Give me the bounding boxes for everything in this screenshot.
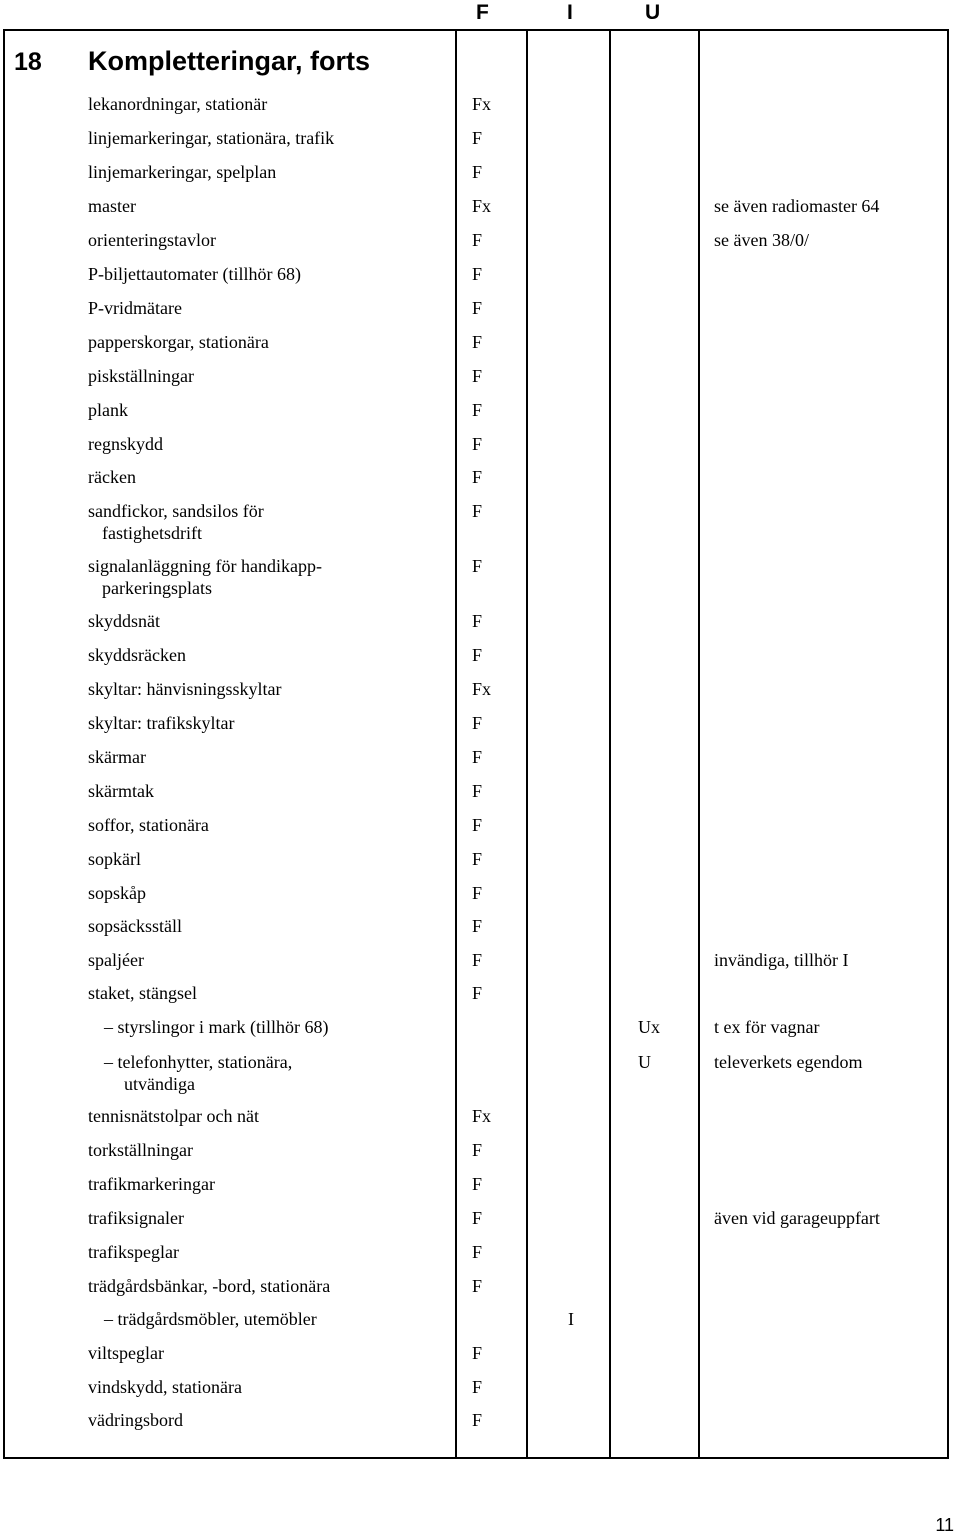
cell-f: F (472, 983, 483, 1003)
cell-f: F (472, 400, 483, 420)
item-name (104, 1051, 464, 1095)
cell-f: F (472, 950, 483, 970)
item-name (88, 555, 448, 599)
item-name-line1: sopsäcksställ (88, 916, 182, 936)
item-name (88, 814, 448, 836)
item-name-line1: P-vridmätare (88, 298, 182, 318)
column-header-u: U (645, 1, 661, 24)
item-name-line1: trafikmarkeringar (88, 1174, 215, 1194)
item-name (88, 982, 448, 1004)
item-name (88, 915, 448, 937)
item-name-line1: plank (88, 400, 128, 420)
item-name (88, 1409, 448, 1431)
item-name (88, 848, 448, 870)
item-name (88, 500, 448, 544)
cell-f: F (472, 1174, 483, 1194)
item-name (88, 263, 448, 285)
cell-f: F (472, 713, 483, 733)
cell-f: F (472, 781, 483, 801)
dash-marker: – (104, 1052, 118, 1072)
item-name-line1: vädringsbord (88, 1410, 183, 1430)
item-name-line2: parkeringsplats (102, 578, 212, 598)
item-name-line1: räcken (88, 467, 136, 487)
item-name-line1: trafikspeglar (88, 1242, 179, 1262)
cell-f: F (472, 1410, 483, 1430)
cell-f: F (472, 849, 483, 869)
item-name-line1: torkställningar (88, 1140, 193, 1160)
cell-f: F (472, 556, 483, 576)
item-name-line1: linjemarkeringar, stationära, trafik (88, 128, 335, 148)
item-name (88, 1139, 448, 1161)
cell-f: F (472, 501, 483, 521)
item-name (88, 331, 448, 353)
item-name-line1: regnskydd (88, 434, 163, 454)
item-name-line1: linjemarkeringar, spelplan (88, 162, 277, 182)
item-name (88, 644, 448, 666)
cell-f: F (472, 1377, 483, 1397)
item-name-line1: styrslingor i mark (tillhör 68) (117, 1017, 329, 1037)
cell-f: F (472, 298, 483, 318)
cell-f: F (472, 230, 483, 250)
item-name (88, 610, 448, 632)
cell-i: I (568, 1309, 574, 1329)
item-name (88, 1173, 448, 1195)
item-name-line1: spaljéer (88, 950, 144, 970)
item-name (104, 1016, 464, 1038)
item-name-line1: signalanläggning för handikapp- (88, 556, 322, 576)
item-name-line1: skärmtak (88, 781, 154, 801)
cell-f: F (472, 916, 483, 936)
item-name-line1: skyltar: hänvisningsskyltar (88, 679, 282, 699)
section-number: 18 (14, 48, 42, 76)
cell-f: F (472, 467, 483, 487)
cell-f: F (472, 1343, 483, 1363)
item-name (88, 949, 448, 971)
cell-note: t ex för vagnar (714, 1017, 820, 1037)
item-name-line1: P-biljettautomater (tillhör 68) (88, 264, 301, 284)
cell-u: U (638, 1052, 651, 1072)
item-name (88, 127, 448, 149)
item-name (88, 297, 448, 319)
cell-f: Fx (472, 679, 492, 699)
item-name-line1: staket, stängsel (88, 983, 197, 1003)
item-name-line1: telefonhytter, stationära, (117, 1052, 293, 1072)
column-divider (698, 29, 700, 1459)
item-name-line1: trädgårdsbänkar, -bord, stationära (88, 1276, 331, 1296)
item-name-line1: trafiksignaler (88, 1208, 184, 1228)
cell-f: F (472, 747, 483, 767)
cell-f: Fx (472, 1106, 492, 1126)
cell-f: Fx (472, 196, 492, 216)
dash-marker: – (104, 1309, 118, 1329)
cell-u: Ux (638, 1017, 660, 1037)
item-name (88, 1105, 448, 1127)
cell-f: F (472, 162, 483, 182)
item-name (88, 1241, 448, 1263)
cell-note: se även 38/0/ (714, 230, 809, 250)
page-number: 11 (935, 1515, 954, 1535)
cell-note: invändiga, tillhör I (714, 950, 849, 970)
item-name-line1: tennisnätstolpar och nät (88, 1106, 259, 1126)
item-name-line1: skyddsnät (88, 611, 160, 631)
cell-f: F (472, 128, 483, 148)
cell-note: televerkets egendom (714, 1052, 863, 1072)
column-headers (0, 0, 960, 28)
item-name-line2: utvändiga (124, 1074, 195, 1094)
item-name-line1: skärmar (88, 747, 146, 767)
item-name-line1: piskställningar (88, 366, 194, 386)
item-name-line1: skyddsräcken (88, 645, 186, 665)
item-name (88, 780, 448, 802)
item-name (88, 433, 448, 455)
cell-note: även vid garageuppfart (714, 1208, 880, 1228)
item-name (88, 466, 448, 488)
item-name-line1: sopskåp (88, 883, 146, 903)
item-name-line1: sandfickor, sandsilos för (88, 501, 264, 521)
item-name-line1: lekanordningar, stationär (88, 94, 268, 114)
item-name-line1: sopkärl (88, 849, 141, 869)
item-name (88, 678, 448, 700)
cell-f: F (472, 883, 483, 903)
cell-f: F (472, 645, 483, 665)
item-name (88, 882, 448, 904)
cell-note: se även radiomaster 64 (714, 196, 880, 216)
column-header-i: I (567, 1, 573, 24)
item-name (88, 712, 448, 734)
item-name-line1: soffor, stationära (88, 815, 209, 835)
item-name-line1: orienteringstavlor (88, 230, 216, 250)
item-name (88, 1376, 448, 1398)
column-divider (455, 29, 457, 1459)
item-name (88, 399, 448, 421)
item-name (88, 93, 448, 115)
item-name (88, 1207, 448, 1229)
item-name-line2: fastighetsdrift (102, 523, 202, 543)
column-divider (609, 29, 611, 1459)
cell-f: F (472, 1276, 483, 1296)
item-name (88, 229, 448, 251)
item-name (88, 746, 448, 768)
cell-f: F (472, 1208, 483, 1228)
cell-f: F (472, 332, 483, 352)
cell-f: F (472, 611, 483, 631)
item-name (88, 161, 448, 183)
item-name (104, 1308, 464, 1330)
item-name (88, 1342, 448, 1364)
cell-f: F (472, 366, 483, 386)
item-name (88, 365, 448, 387)
item-name (88, 1275, 448, 1297)
column-divider (526, 29, 528, 1459)
item-name-line1: master (88, 196, 136, 216)
cell-f: F (472, 1242, 483, 1262)
cell-f: F (472, 1140, 483, 1160)
item-name-line1: papperskorgar, stationära (88, 332, 269, 352)
column-header-f: F (476, 1, 489, 24)
dash-marker: – (104, 1017, 118, 1037)
item-name (88, 195, 448, 217)
cell-f: F (472, 815, 483, 835)
cell-f: F (472, 264, 483, 284)
item-name-line1: skyltar: trafikskyltar (88, 713, 235, 733)
cell-f: F (472, 434, 483, 454)
item-name-line1: trädgårdsmöbler, utemöbler (117, 1309, 317, 1329)
item-name-line1: viltspeglar (88, 1343, 164, 1363)
item-name-line1: vindskydd, stationära (88, 1377, 242, 1397)
section-title: Kompletteringar, forts (88, 46, 371, 76)
cell-f: Fx (472, 94, 492, 114)
